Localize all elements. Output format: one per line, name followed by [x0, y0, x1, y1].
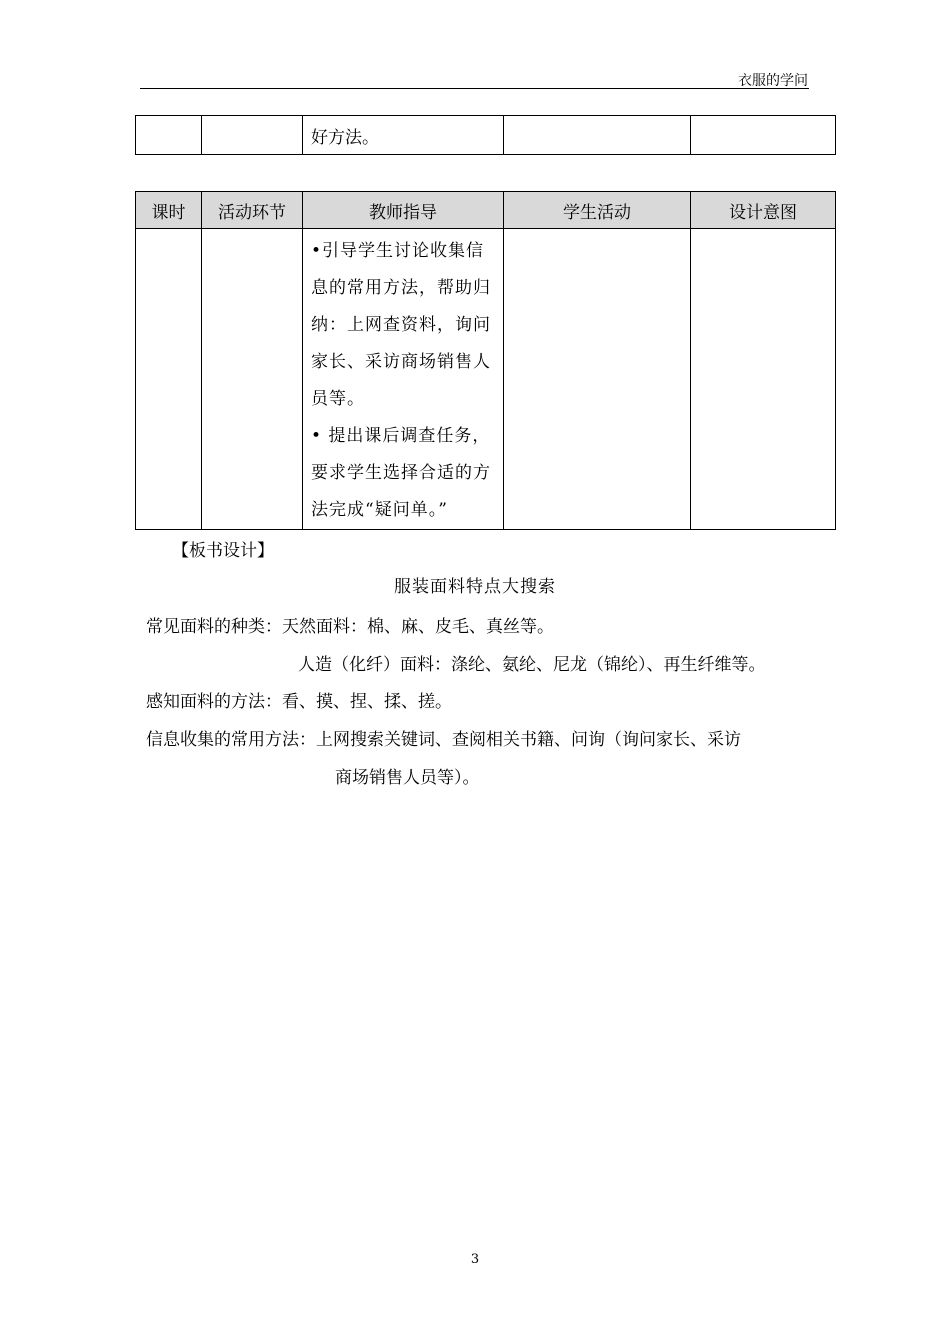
guidance-paragraph: • 提出课后调查任务，要求学生选择合适的方法完成“疑问单。”	[311, 426, 491, 520]
guidance-paragraph: •引导学生讨论收集信息的常用方法，帮助归纳：上网查资料，询问家长、采访商场销售人员等。	[311, 241, 491, 409]
table-cell: 好方法。	[303, 116, 504, 155]
column-header: 活动环节	[202, 192, 303, 229]
table-row	[136, 229, 836, 530]
guidance-cell	[303, 229, 504, 530]
board-design-label: 【板书设计】	[172, 541, 274, 561]
stage-cell	[202, 229, 303, 530]
board-line: 信息收集的常用方法：上网搜索关键词、查阅相关书籍、问询（询问家长、采访	[146, 730, 741, 750]
column-header: 课时	[136, 192, 202, 229]
table-cell	[202, 116, 303, 155]
design-intent-cell	[691, 229, 836, 530]
column-header: 教师指导	[303, 192, 504, 229]
table-row	[136, 116, 836, 155]
continued-table	[135, 115, 836, 155]
lesson-table	[135, 191, 836, 530]
table-cell	[504, 116, 691, 155]
page-number: 3	[470, 1252, 480, 1267]
board-line: 常见面料的种类：天然面料：棉、麻、皮毛、真丝等。	[146, 617, 554, 637]
board-line: 感知面料的方法：看、摸、捏、揉、搓。	[146, 692, 452, 712]
student-activity-cell	[504, 229, 691, 530]
lesson-cell	[136, 229, 202, 530]
board-design-title: 服装面料特点大搜索	[394, 577, 556, 597]
board-line: 人造（化纤）面料：涤纶、氨纶、尼龙（锦纶）、再生纤维等。	[298, 655, 766, 675]
table-cell	[691, 116, 836, 155]
column-header: 学生活动	[504, 192, 691, 229]
header-title: 衣服的学问	[738, 73, 808, 89]
header-rule	[140, 88, 809, 89]
column-header: 设计意图	[691, 192, 836, 229]
board-line: 商场销售人员等）。	[335, 768, 480, 788]
table-cell	[136, 116, 202, 155]
table-header-row	[136, 192, 836, 229]
